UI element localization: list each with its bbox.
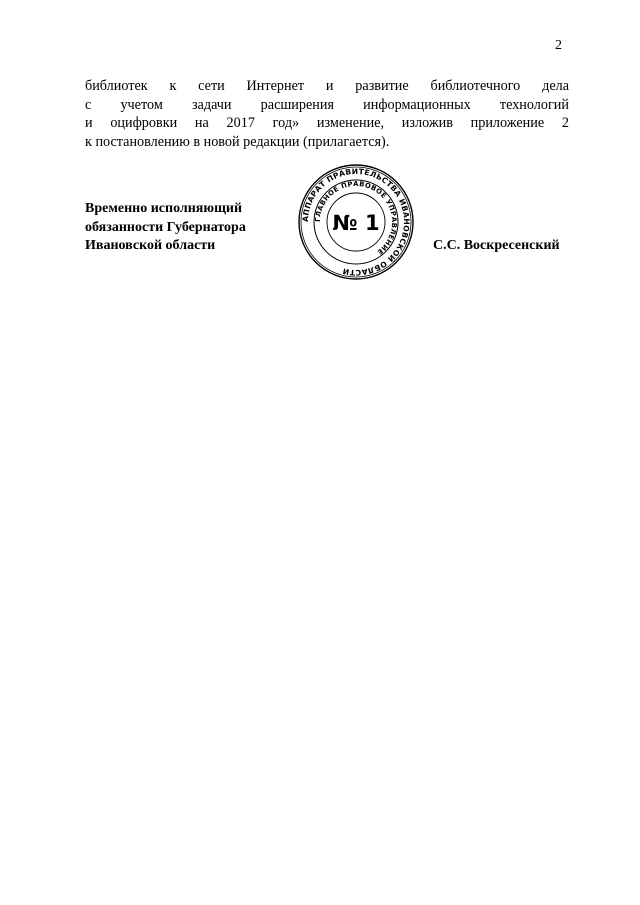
signatory-title-line: Временно исполняющий (85, 201, 243, 216)
paragraph-line: к постановлению в новой редакции (прилагается). (85, 133, 390, 150)
signatory-title-line: Ивановской области (85, 238, 216, 253)
official-stamp (298, 164, 414, 280)
signatory-title-line: обязанности Губернатора (85, 219, 246, 235)
signatory-title (85, 200, 246, 256)
paragraph-line: библиотек к сети Интернет и развитие библиотечного дела (85, 78, 569, 94)
stamp-outer-text: АППАРАТ ПРАВИТЕЛЬСТВА ИВАНОВСКОЙ ОБЛАСТИ (300, 166, 412, 278)
stamp-number: № 1 (332, 211, 380, 235)
page-number: 2 (555, 38, 562, 53)
paragraph-line: и оцифровки на 2017 год» изменение, изложив приложение 2 (85, 115, 569, 132)
body-paragraph (85, 77, 569, 151)
signer-name: С.С. Воскресенский (433, 238, 560, 253)
stamp-inner-text: ГЛАВНОЕ ПРАВОВОЕ УПРАВЛЕНИЕ (313, 179, 399, 257)
paragraph-line: с учетом задачи расширения информационных технологий (85, 96, 569, 113)
